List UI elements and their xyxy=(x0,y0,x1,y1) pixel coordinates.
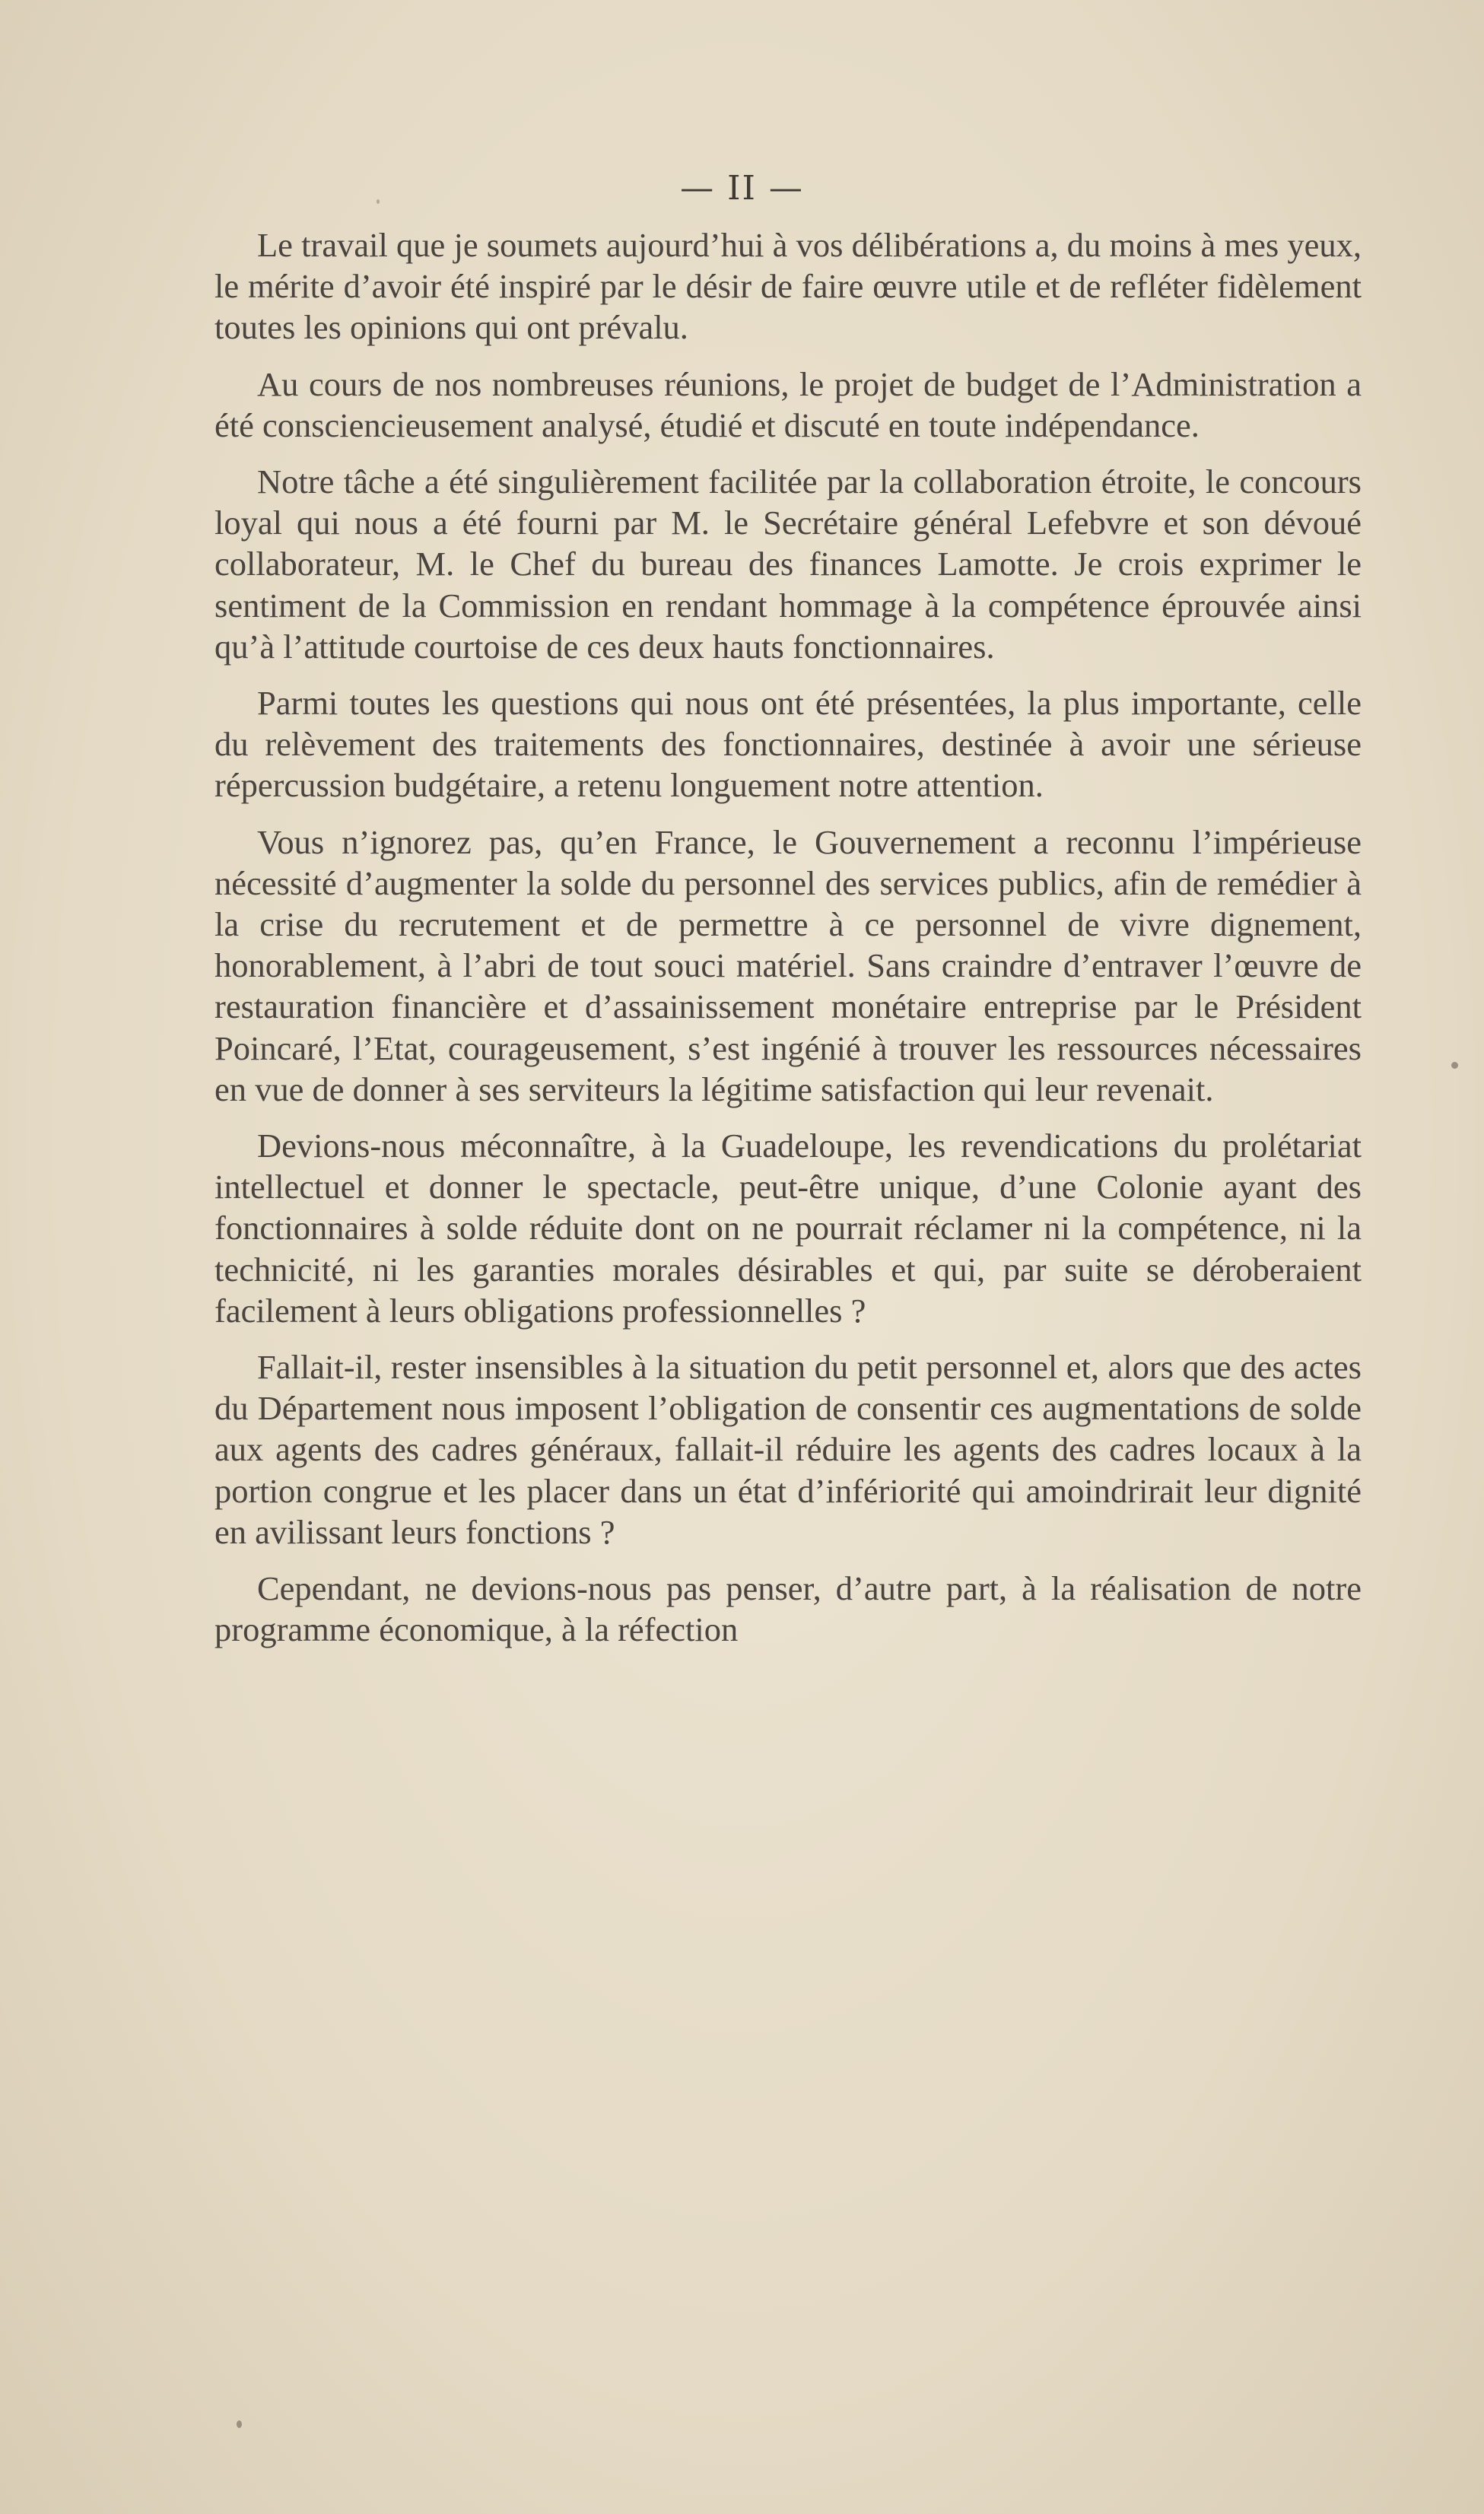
paragraph: Parmi toutes les questions qui nous ont été présentées, la plus importante, celle du relèvement des traitements des fonctionnaires, destinée à avoir une sérieuse répercussion budgétaire, a retenu longuement notre attention. xyxy=(214,684,1362,805)
paragraph: Vous n’ignorez pas, qu’en France, le Gouvernement a reconnu l’impérieuse nécessité d’augmenter la solde du personnel des services publics, afin de remédier à la crise du recrutement et de permettre à ce personnel de vivre dignement, honorablement, à l’abri de tout souci matériel. Sans craindre d’entraver l’œuvre de restauration financière et d’assainissement monétaire entreprise par le Président Poincaré, l’Etat, courageusement, s’est ingénié à trouver les ressources nécessaires en vue de donner à ses serviteurs la légitime satisfaction qui leur revenait. xyxy=(214,822,1362,1108)
paragraph: Fallait-il, rester insensibles à la situation du petit personnel et, alors que des actes du Département nous imposent l’obligation de consentir ces augmentations de solde aux agents des cadres généraux, fallait-il réduire les agents des cadres locaux à la portion congrue et les placer dans un état d’infériorité qui amoindrirait leur dignité en avilissant leurs fonctions ? xyxy=(214,1348,1362,1551)
page-number: — II — xyxy=(680,169,804,208)
paragraph: Le travail que je soumets aujourd’hui à vos délibérations a, du moins à mes yeux, le mérite d’avoir été inspiré par le désir de faire œuvre utile et de refléter fidèlement toutes les opinions qui ont prévalu. xyxy=(214,226,1362,347)
paragraph: Notre tâche a été singulièrement facilitée par la collaboration étroite, le concours loyal qui nous a été fourni par M. le Secrétaire général Lefebvre et son dévoué collaborateur, M. le Chef du bureau des finances Lamotte. Je crois exprimer le sentiment de la Commission en rendant hommage à la compétence éprouvée ainsi qu’à l’attitude courtoise de ces deux hauts fonctionnaires. xyxy=(214,462,1362,666)
paragraph: Devions-nous méconnaître, à la Guadeloupe, les revendications du prolétariat intellectuel et donner le spectacle, peut-être unique, d’une Colonie ayant des fonctionnaires à solde réduite dont on ne pourrait réclamer ni la compétence, ni la technicité, ni les garanties morales désirables et qui, par suite se déroberaient facilement à leurs obligations professionnelles ? xyxy=(214,1127,1362,1330)
body-text xyxy=(214,224,1362,1666)
paper-speck xyxy=(377,199,380,204)
paper-speck xyxy=(237,2420,242,2428)
paper-speck xyxy=(1451,1062,1458,1069)
paragraph: Cependant, ne devions-nous pas penser, d’autre part, à la réalisation de notre programme économique, à la réfection xyxy=(214,1569,1362,1649)
paragraph: Au cours de nos nombreuses réunions, le projet de budget de l’Administration a été consciencieusement analysé, étudié et discuté en toute indépendance. xyxy=(214,364,1362,444)
